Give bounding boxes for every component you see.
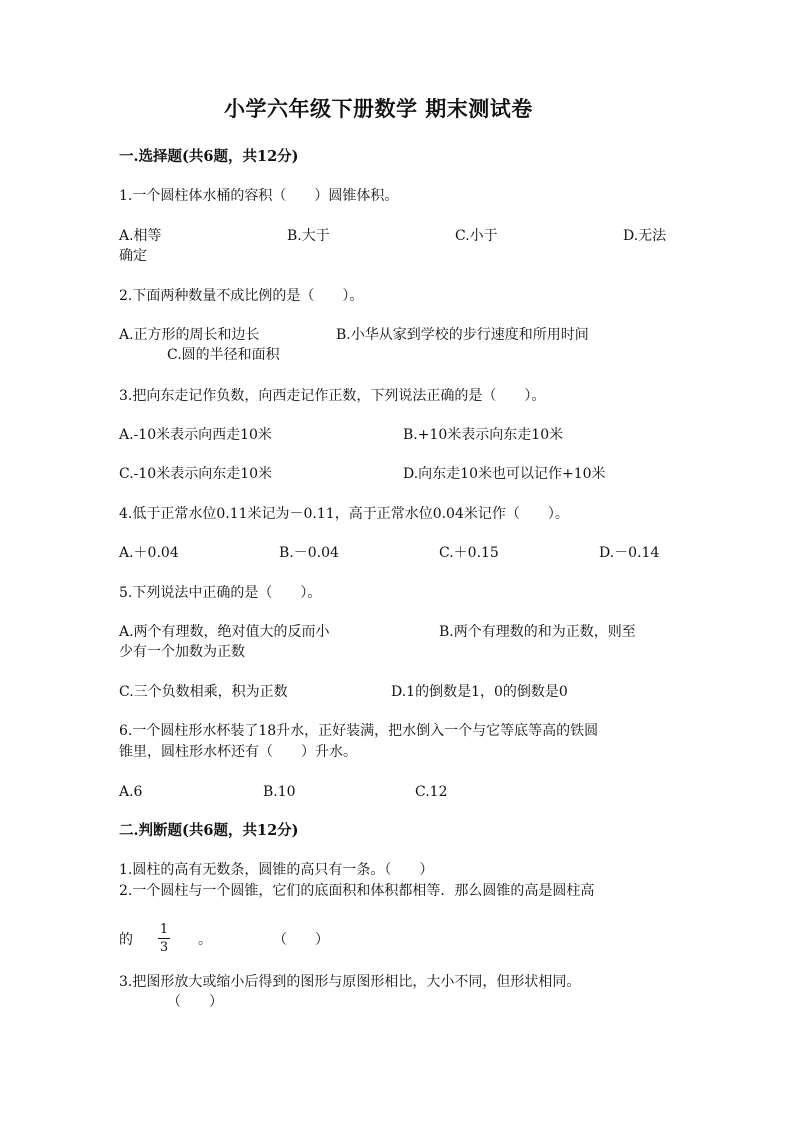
question-5-option-b: B.两个有理数的和为正数，则至 [439, 624, 636, 640]
judgement-3-answer-paren: （ ） [167, 994, 223, 1010]
question-6-option-b: B.10 [263, 784, 296, 800]
question-1-option-d: D.无法 [623, 228, 667, 244]
question-6-option-c: C.12 [415, 784, 448, 800]
judgement-1: 1.圆柱的高有无数条，圆锥的高只有一条。（ ） [119, 862, 434, 878]
judgement-2-suffix: 。 [198, 932, 212, 948]
section-heading-judgement: 二.判断题(共6题，共12分) [119, 822, 299, 839]
judgement-2: 2.一个圆柱与一个圆锥，它们的底面积和体积都相等．那么圆锥的高是圆柱高 [119, 883, 595, 899]
question-1-option-a: A.相等 [119, 228, 162, 244]
question-5-option-b-cont: 少有一个加数为正数 [119, 644, 245, 660]
question-3-option-b: B.+10米表示向东走10米 [403, 427, 564, 443]
question-5-stem: 5.下列说法中正确的是（ ）。 [119, 585, 322, 601]
question-6-stem: 6.一个圆柱形水杯装了18升水，正好装满，把水倒入一个与它等底等高的铁圆 [119, 723, 599, 739]
question-6-stem-cont: 锥里，圆柱形水杯还有（ ）升水。 [119, 744, 357, 760]
question-2-stem: 2.下面两种数量不成比例的是（ ）。 [119, 288, 364, 304]
judgement-2-answer-paren: （ ） [273, 932, 329, 948]
question-5-option-a: A.两个有理数，绝对值大的反而小 [119, 624, 330, 640]
page-title: 小学六年级下册数学 期末测试卷 [224, 96, 533, 121]
fraction-denominator: 3 [159, 940, 169, 955]
question-5-option-d: D.1的倒数是1，0的倒数是0 [391, 684, 568, 700]
question-3-option-c: C.-10米表示向东走10米 [119, 466, 273, 482]
question-1-option-d-cont: 确定 [119, 248, 147, 264]
question-4-option-b: B.－0.04 [279, 545, 339, 561]
question-4-option-d: D.－0.14 [599, 545, 660, 561]
fraction-one-third [158, 922, 170, 955]
question-1-option-c: C.小于 [455, 228, 498, 244]
question-1-stem: 1.一个圆柱体水桶的容积（ ）圆锥体积。 [119, 188, 399, 204]
question-6-option-a: A.6 [119, 784, 143, 800]
question-2-option-c: C.圆的半径和面积 [167, 347, 280, 363]
question-4-stem: 4.低于正常水位0.11米记为－0.11，高于正常水位0.04米记作（ ）。 [119, 506, 569, 522]
section-heading-choice: 一.选择题(共6题，共12分) [119, 148, 299, 165]
question-3-stem: 3.把向东走记作负数，向西走记作正数，下列说法正确的是（ ）。 [119, 388, 546, 404]
question-2-option-b: B.小华从家到学校的步行速度和所用时间 [336, 327, 589, 343]
question-1-option-b: B.大于 [287, 228, 330, 244]
fraction-numerator: 1 [159, 922, 169, 937]
fraction-bar [158, 938, 170, 939]
question-2-option-a: A.正方形的周长和边长 [119, 327, 260, 343]
judgement-3: 3.把图形放大或缩小后得到的图形与原图形相比，大小不同，但形状相同。 [119, 974, 581, 990]
question-5-option-c: C.三个负数相乘，积为正数 [119, 684, 288, 700]
judgement-2-prefix: 的 [119, 932, 133, 948]
question-4-option-c: C.＋0.15 [439, 545, 499, 561]
question-4-option-a: A.＋0.04 [119, 545, 179, 561]
question-3-option-d: D.向东走10米也可以记作+10米 [403, 466, 606, 482]
question-3-option-a: A.-10米表示向西走10米 [119, 427, 272, 443]
